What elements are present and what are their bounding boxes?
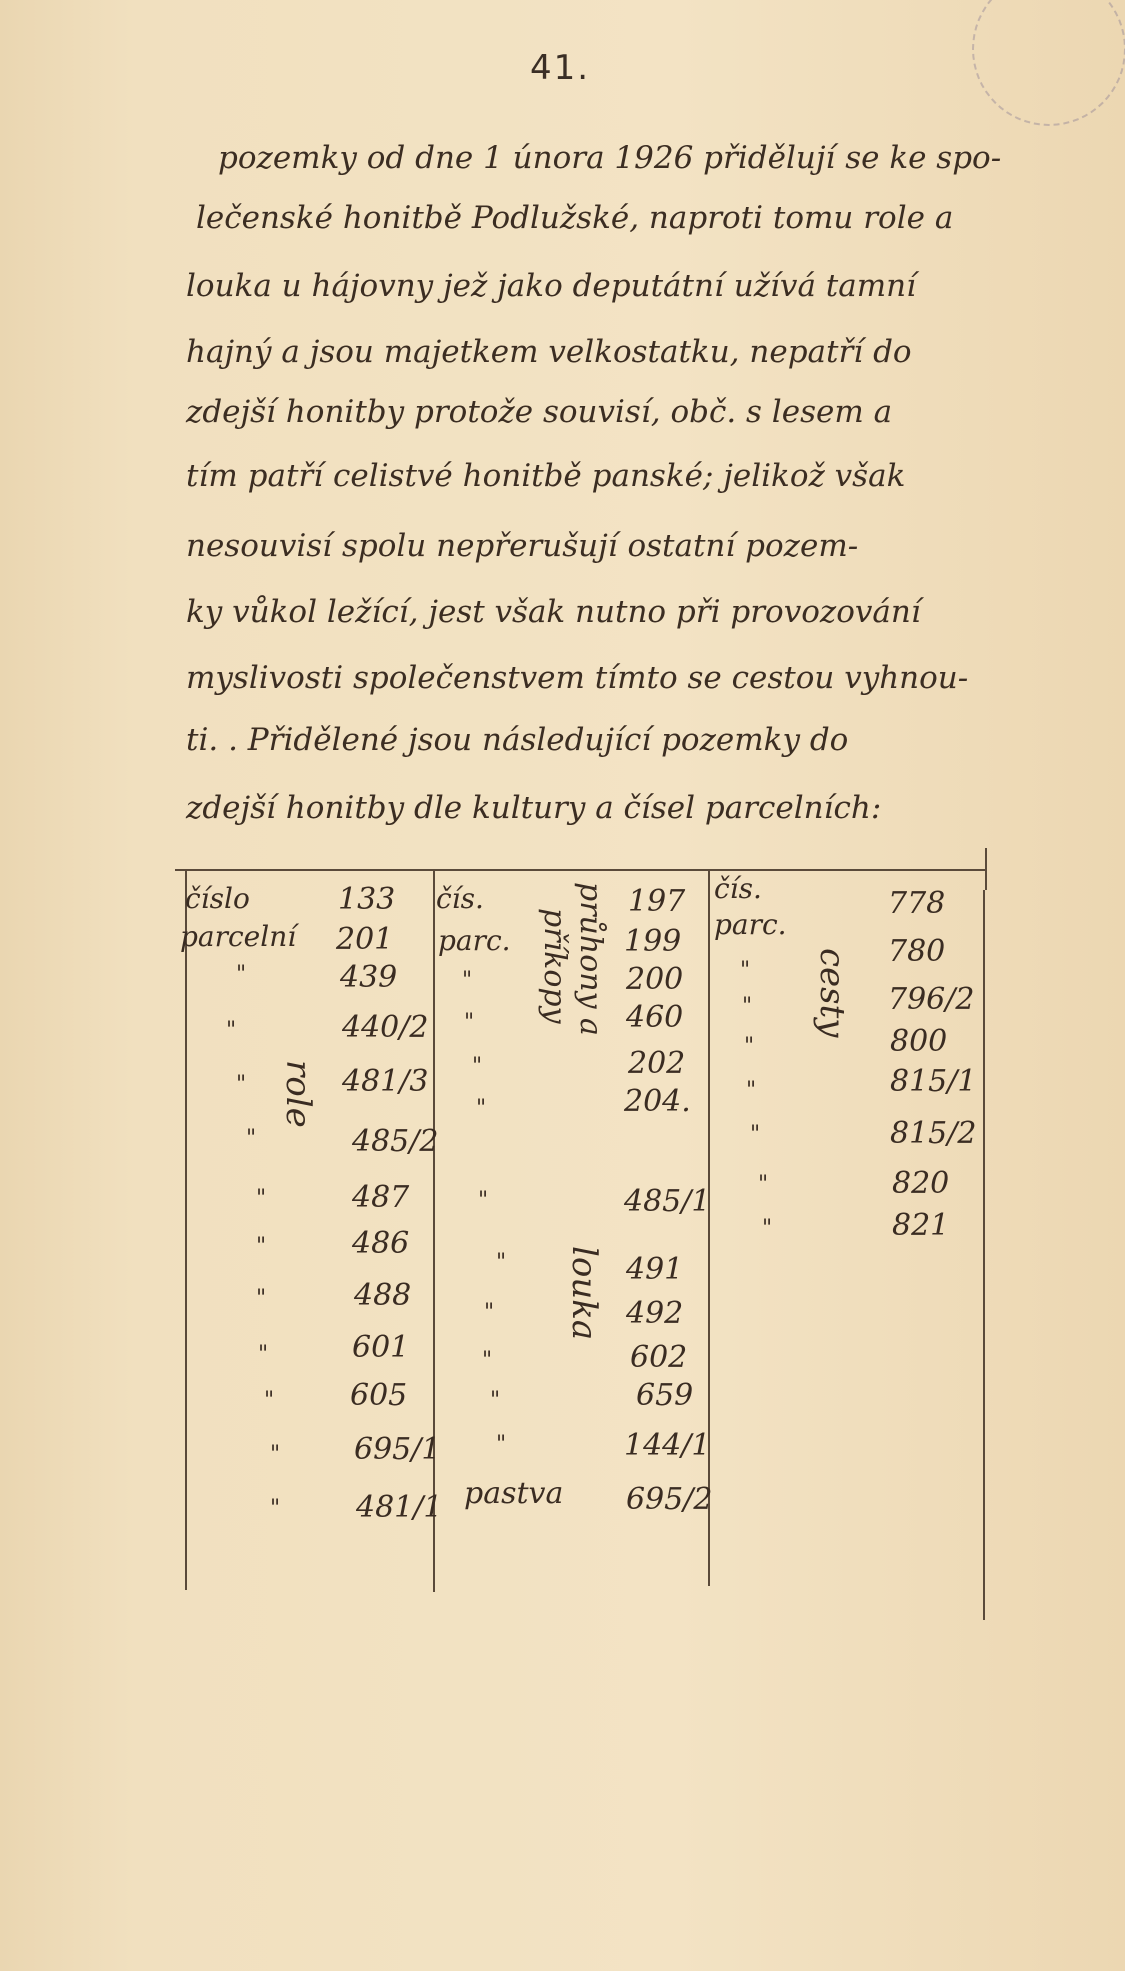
col2-number: 200 <box>626 962 684 997</box>
col3-ditto: " <box>750 1122 761 1147</box>
col1-ditto: " <box>270 1496 281 1521</box>
text-line: louka u hájovny jež jako deputátní užívá tamní <box>186 268 916 304</box>
col3-number: 820 <box>892 1166 950 1201</box>
col2-ditto: " <box>462 968 473 993</box>
text-line: ky vůkol ležící, jest však nutno při provozování <box>186 594 921 630</box>
col3-ditto: " <box>746 1078 757 1103</box>
col2-number: 460 <box>626 1000 684 1035</box>
col2-ditto: " <box>484 1300 495 1325</box>
col3-group-label: cesty <box>812 948 852 1038</box>
col3-ditto: " <box>742 994 753 1019</box>
col1-number: 481/1 <box>356 1490 443 1525</box>
col2-group-label-2: příkopy <box>537 908 572 1024</box>
table-rule-right <box>983 890 985 1620</box>
col2-ditto: " <box>478 1188 489 1213</box>
col3-ditto: " <box>744 1034 755 1059</box>
text-line: zdejší honitby protože souvisí, obč. s lesem a <box>186 394 893 430</box>
col2-ditto: " <box>482 1348 493 1373</box>
col3-number: 800 <box>890 1024 948 1059</box>
col3-header-2: parc. <box>714 908 787 941</box>
col1-number: 481/3 <box>342 1064 429 1099</box>
col2-pastva-number: 695/2 <box>626 1482 713 1517</box>
table-rule-2 <box>708 870 710 1586</box>
col2-header-1: čís. <box>436 882 484 915</box>
col1-ditto: " <box>236 962 247 987</box>
col1-number: 605 <box>350 1378 408 1413</box>
col1-number: 486 <box>352 1226 410 1261</box>
col1-ditto: " <box>256 1286 267 1311</box>
col1-header-1: číslo <box>185 882 250 915</box>
col2-number: 197 <box>628 884 686 919</box>
col3-ditto: " <box>762 1216 773 1241</box>
col1-number: 201 <box>336 922 394 957</box>
col1-number: 133 <box>338 882 396 917</box>
page-number: 41. <box>530 48 591 88</box>
text-line: zdejší honitby dle kultury a čísel parcelních: <box>186 790 882 826</box>
col2-number: 491 <box>626 1252 684 1287</box>
col2-ditto: " <box>476 1096 487 1121</box>
col2-ditto: " <box>472 1054 483 1079</box>
col2-number: 602 <box>630 1340 688 1375</box>
col2-header-2: parc. <box>438 924 511 957</box>
col2-number: 492 <box>626 1296 684 1331</box>
col3-number: 780 <box>888 934 946 969</box>
col1-ditto: " <box>264 1388 275 1413</box>
col1-ditto: " <box>226 1018 237 1043</box>
col3-ditto: " <box>758 1172 769 1197</box>
col2-number: 485/1 <box>624 1184 711 1219</box>
text-line: pozemky od dne 1 února 1926 přidělují se ke spo- <box>218 140 1002 176</box>
table-rule-1 <box>433 870 435 1592</box>
col3-ditto: " <box>740 958 751 983</box>
col1-ditto: " <box>256 1234 267 1259</box>
text-line: ti. . Přidělené jsou následující pozemky do <box>186 722 849 758</box>
text-line: myslivosti společenstvem tímto se cestou vyhnou- <box>186 660 969 696</box>
col3-header-1: čís. <box>714 872 762 905</box>
table-top-rule <box>175 869 985 871</box>
col1-number: 601 <box>352 1330 410 1365</box>
col2-ditto: " <box>496 1432 507 1457</box>
col1-group-label: role <box>278 1060 318 1128</box>
col3-number: 815/1 <box>890 1064 977 1099</box>
col1-header-2: parcelní <box>180 920 297 953</box>
col1-number: 485/2 <box>352 1124 439 1159</box>
col2-number: 204. <box>624 1084 691 1119</box>
col2-number: 144/1 <box>624 1428 711 1463</box>
table-corner-tick <box>985 848 987 890</box>
text-line: hajný a jsou majetkem velkostatku, nepatří do <box>186 334 912 370</box>
col2-group-label-3: louka <box>564 1246 604 1341</box>
col1-ditto: " <box>236 1072 247 1097</box>
col1-number: 440/2 <box>342 1010 429 1045</box>
col2-number: 199 <box>624 924 682 959</box>
col1-ditto: " <box>258 1342 269 1367</box>
col2-group-label-1: průhony a <box>573 882 608 1036</box>
col2-ditto: " <box>464 1010 475 1035</box>
text-line: lečenské honitbě Podlužské, naproti tomu role a <box>196 200 954 236</box>
col3-number: 778 <box>888 886 946 921</box>
col2-pastva-label: pastva <box>464 1476 564 1511</box>
col1-ditto: " <box>256 1186 267 1211</box>
col2-number: 659 <box>636 1378 694 1413</box>
col2-number: 202 <box>628 1046 686 1081</box>
col1-ditto: " <box>246 1126 257 1151</box>
col1-number: 695/1 <box>354 1432 441 1467</box>
table-rule-left <box>185 870 187 1590</box>
text-line: nesouvisí spolu nepřerušují ostatní pozem- <box>186 528 859 564</box>
text-line: tím patří celistvé honitbě panské; jelikož však <box>186 458 906 494</box>
col2-ditto: " <box>496 1250 507 1275</box>
col1-number: 439 <box>340 960 398 995</box>
col3-number: 796/2 <box>888 982 975 1017</box>
col3-number: 815/2 <box>890 1116 977 1151</box>
col2-ditto: " <box>490 1388 501 1413</box>
stamp-mark <box>972 0 1125 126</box>
col1-number: 488 <box>354 1278 412 1313</box>
col1-ditto: " <box>270 1442 281 1467</box>
col3-number: 821 <box>892 1208 950 1243</box>
col1-number: 487 <box>352 1180 410 1215</box>
